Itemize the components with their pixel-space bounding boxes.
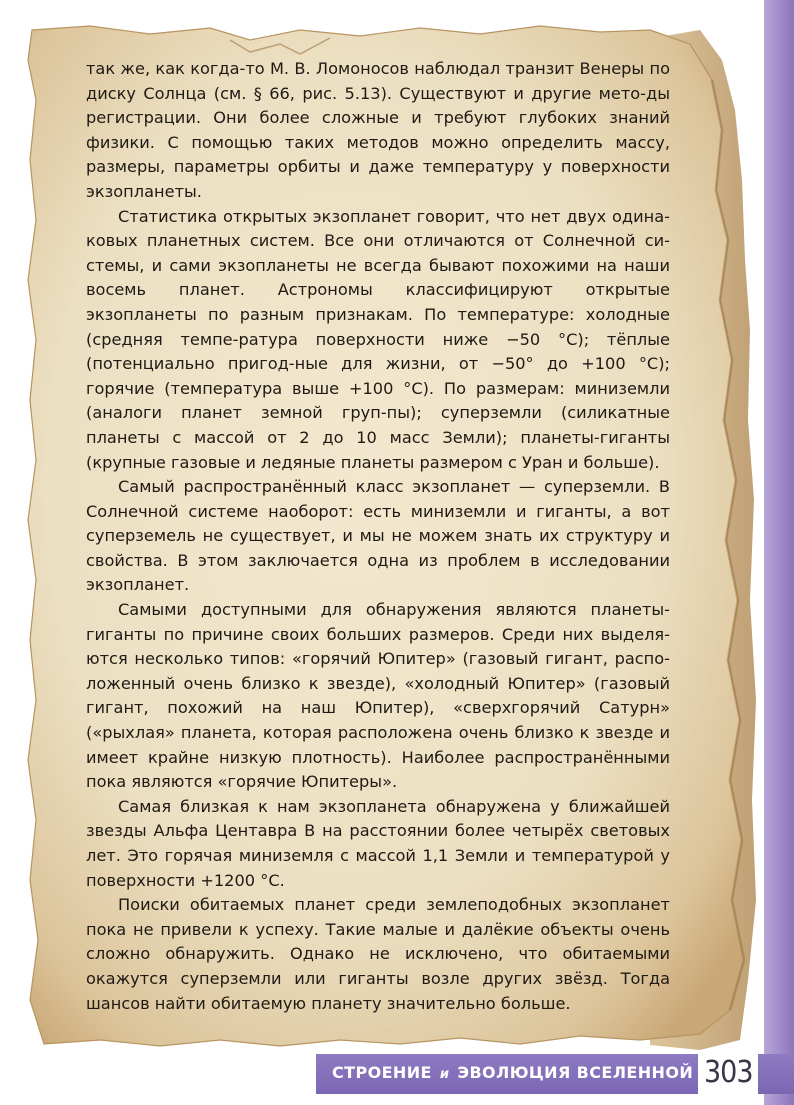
page-body <box>86 57 670 1016</box>
section-title-part2: и <box>439 1067 450 1082</box>
section-title-part1: СТРОЕНИЕ <box>332 1063 432 1082</box>
paragraph-2: Статистика открытых экзопланет говорит, что нет двух одина-ковых планетных систем. Все они отличаются от Солнечной си-стемы, и сами экзопланеты не всегда бывают похожими на наши восемь планет. Астрономы классифицируют открытые экзопланеты по разным признакам. По температуре: холодные (средняя темпе-ратура поверхности ниже −50 °C); тёплые (потенциально пригод-ные для жизни, от −50° до +100 °C); горячие (температура выше +100 °C). По размерам: миниземли (аналоги планет земной груп-пы); суперземли (силикатные планеты с массой от 2 до 10 масс Земли); планеты-гиганты (крупные газовые и ледяные планеты размером с Уран и больше). <box>86 206 670 472</box>
paragraph-5: Самая близкая к нам экзопланета обнаружена у ближайшей звезды Альфа Центавра В на расстоянии более четырёх световых лет. Это горячая миниземля с массой 1,1 Земли и температурой у поверхности +1200 °C. <box>86 796 670 890</box>
paragraph-6: Поиски обитаемых планет среди землеподобных экзопланет пока не привели к успеху. Такие малые и далёкие объекты очень сложно обнаружить. Однако не исключено, что обитаемыми окажутся суперземли или гиганты возле других звёзд. Тогда шансов найти обитаемую планету значительно больше. <box>86 895 670 1013</box>
page-number: 303 <box>704 1055 753 1090</box>
paragraph-4: Самыми доступными для обнаружения являются планеты-гиганты по причине своих больших размеров. Среди них выделя-ются несколько типов: «горячий Юпитер» (газовый гигант, распо-ложенный очень близко к звезде), «холодный Юпитер» (газовый гигант, похожий на наш Юпитер), «сверхгорячий Сатурн» («рыхлая» планета, которая расположена очень близко к звезде и имеет крайне низкую плотность). Наиболее распространёнными пока являются «горячие Юпитеры». <box>86 600 670 792</box>
section-title-part3: ЭВОЛЮЦИЯ ВСЕЛЕННОЙ <box>457 1063 694 1082</box>
paragraph-1: так же, как когда-то М. В. Ломоносов наблюдал транзит Венеры по диску Солнца (см. § 66, рис. 5.13). Существуют и другие мето-ды регистрации. Они более сложные и требуют глубоких знаний физики. С помощью таких методов можно определить массу, размеры, параметры орбиты и даже температуру у поверхности экзопланеты. <box>86 59 670 201</box>
paragraph-3: Самый распространённый класс экзопланет — суперземли. В Солнечной системе наоборот: есть миниземли и гиганты, а вот суперземель не существует, и мы не можем знать их структуру и свойства. В этом заключается одна из проблем в исследовании экзопланет. <box>86 477 670 595</box>
section-title <box>332 1063 693 1082</box>
